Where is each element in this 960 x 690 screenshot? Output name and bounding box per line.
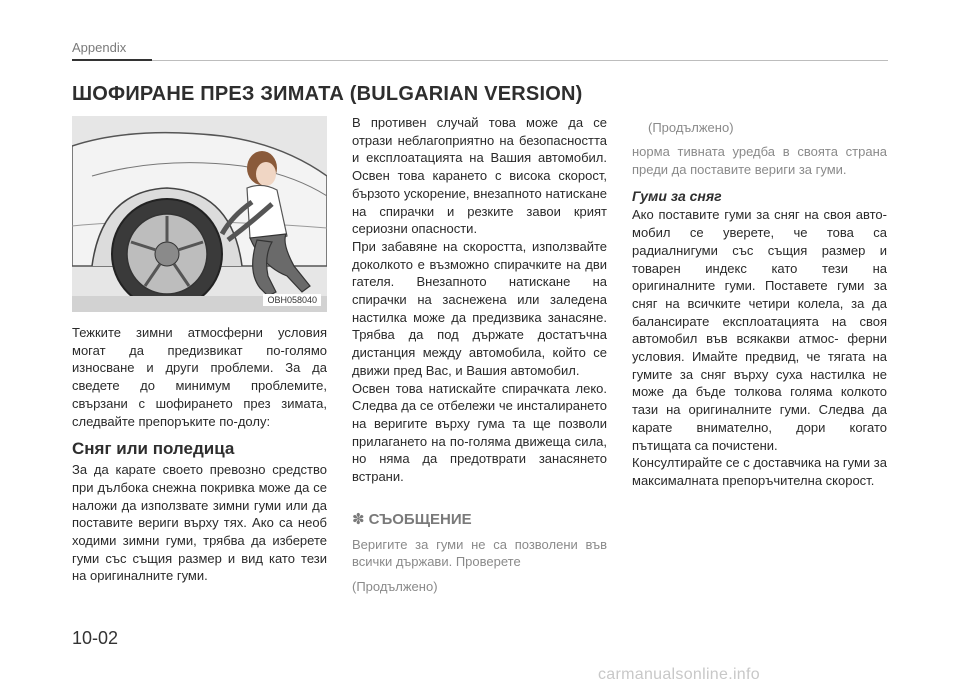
column-right bbox=[632, 120, 887, 490]
column-left bbox=[72, 116, 327, 585]
paragraph-braking: При забавяне на скоростта, използвайте доколкото е възможно спирачките на дви гателя. Внезапното натискане на спирачки на заснежена или заледена настилка може да предизвика занасяне. Трябва да под държате достатъчна дистанция между автомобила, който се движи пред Вас, и Вашия автомобил. bbox=[352, 238, 607, 378]
page-title: ШОФИРАНЕ ПРЕЗ ЗИМАТА (BULGARIAN VERSION) bbox=[72, 83, 583, 105]
paragraph-driving-risks: В противен случай това може да се отрази неблагоприятно на безопасността и експлоатацията на Вашия автомобил. Освен това карането с висока скорост, бързото ускорение, внезапното натискане на спирачки и резките завои крият сериозни опасности. bbox=[352, 115, 607, 237]
notice-heading bbox=[352, 510, 607, 528]
figure-code: OBH058040 bbox=[263, 294, 321, 306]
continued-label-top: (Продължено) bbox=[648, 120, 734, 135]
notice-text-continued: норма тивната уредба в своята страна преди да поставите вериги за гуми. bbox=[632, 144, 887, 177]
header-rule bbox=[152, 60, 888, 61]
figure-tire-check bbox=[72, 116, 327, 312]
snow-ice-paragraph: За да карате своето превозно средство при дълбока снежна покривка може да се наложи да използвате зимни гуми или да поставите вериги върху тях. Ако са необ ходими зимни гуми, трябва да изберете гуми със същия размер и вид като тези на оригиналните гуми. bbox=[72, 462, 327, 584]
column-middle bbox=[352, 114, 607, 594]
snow-tires-speed-paragraph: Консултирайте се с доставчика на гуми за максималната препоръчителна скорост. bbox=[632, 455, 887, 488]
section-label: Appendix bbox=[72, 40, 127, 55]
notice-text: Веригите за гуми не са позволени във всички държави. Проверете bbox=[352, 536, 607, 570]
page-number: 10-02 bbox=[72, 628, 119, 648]
paragraph-chains: Освен това натискайте спирачката леко. Следва да се отбележи че инсталирането на веригите върху гума та ще позволи прилагането на по-голяма движеща сила, но няма да предотврати занасянето встрани. bbox=[352, 380, 607, 485]
header-rule-accent bbox=[72, 59, 152, 61]
watermark: carmanualsonline.info bbox=[598, 666, 760, 683]
heading-snow-tires: Гуми за сняг bbox=[632, 188, 722, 205]
heading-snow-ice: Сняг или поледица bbox=[72, 439, 235, 459]
illustration-woman-checking-tire bbox=[72, 116, 327, 312]
snow-tires-paragraph: Ако поставите гуми за сняг на своя авто- мобил се уверете, че това са радиалнигуми със същия размер и товарен индекс като тези на оригиналните гуми. Поставете гуми за сняг на всичките четири колела, за да балансирате експлоатацията на своя автомобил във всякакви атмос- ферни условия. Имайте предвид, че тягата на гумите за сняг върху суха настилка не може да бъде толкова голяма колкото тази на оригиналните гуми. Следва да карате внимателно, дори когато пътищата са почистени. bbox=[632, 207, 887, 453]
notice-title: СЪОБЩЕНИЕ bbox=[368, 510, 472, 528]
continued-label: (Продължено) bbox=[352, 579, 438, 595]
notice-icon: ✽ bbox=[352, 510, 365, 528]
intro-paragraph: Тежките зимни атмосферни условия могат да предизвикат по-голямо износване и други проблеми. За да сведете до минимум проблемите, свързани с шофирането през зимата, следвайте препоръките по-долу: bbox=[72, 325, 327, 429]
